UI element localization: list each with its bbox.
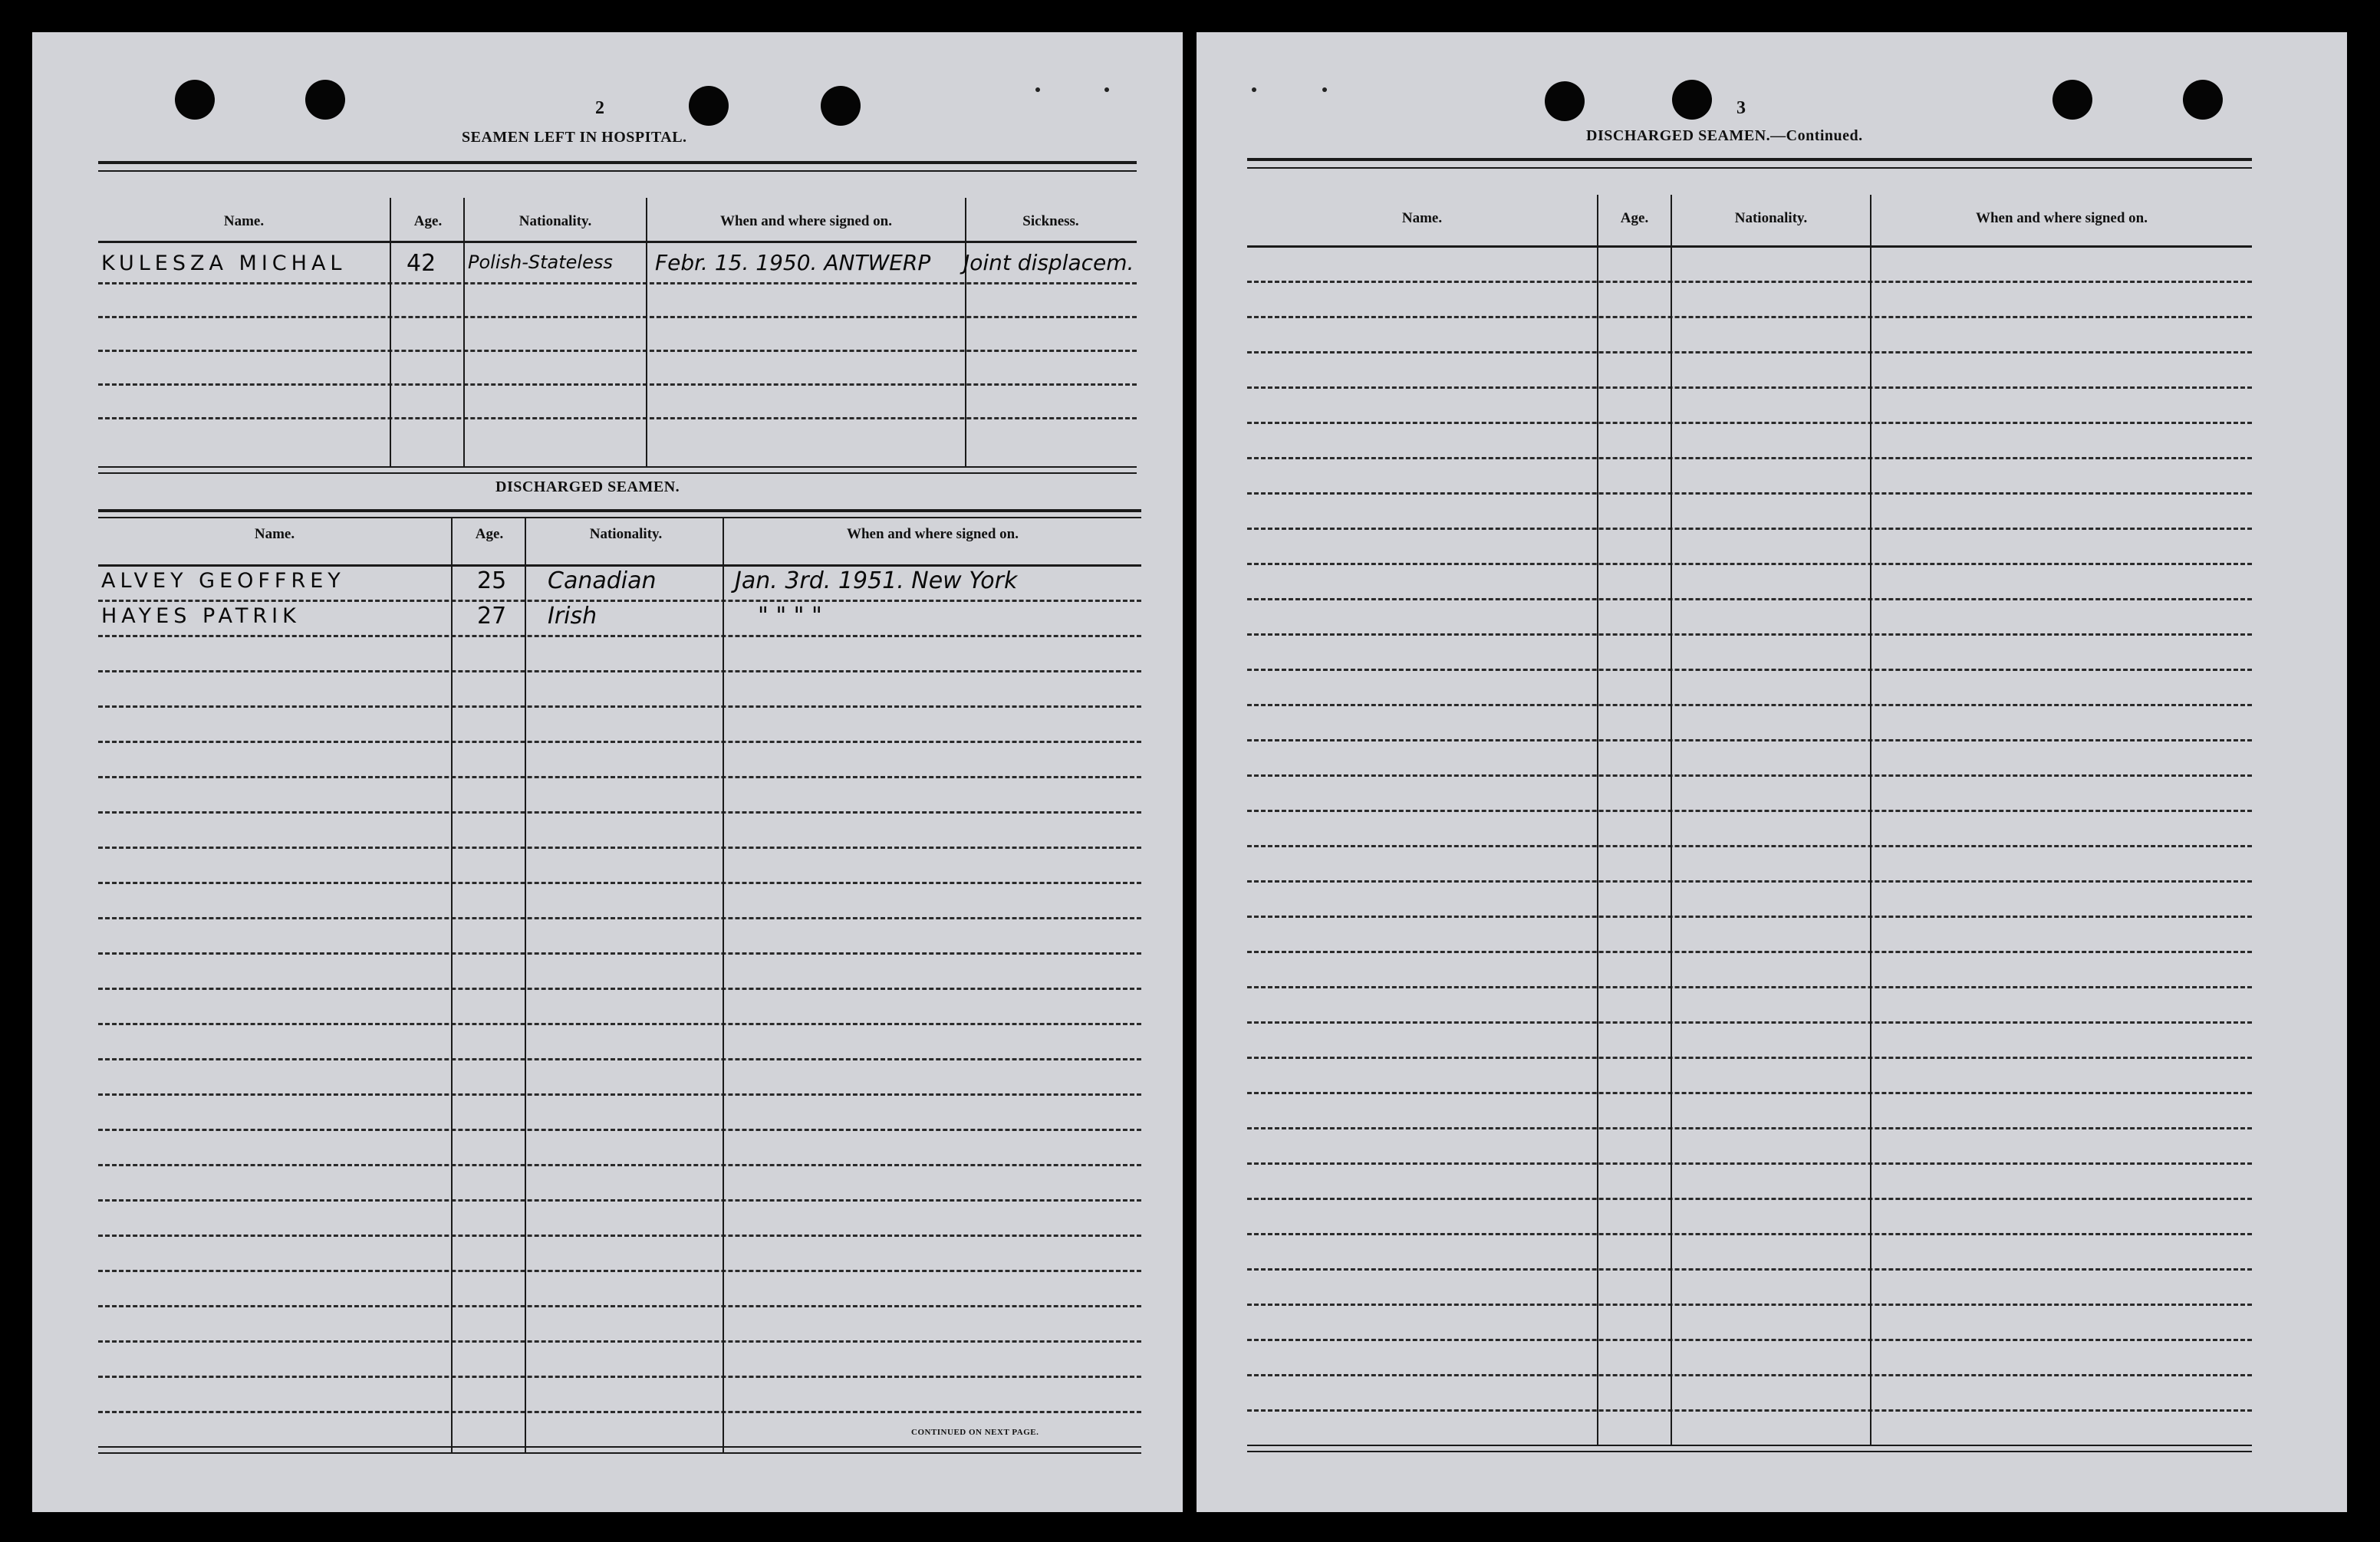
- seaman-nationality: Irish: [548, 603, 597, 630]
- seaman-nationality: Polish-Stateless: [468, 252, 613, 273]
- continued-note: CONTINUED ON NEXT PAGE.: [911, 1428, 1039, 1437]
- seaman-name: KULESZA MICHAL: [101, 252, 347, 275]
- punch-hole: [2052, 80, 2092, 120]
- column-header-sickness: Sickness.: [1022, 213, 1079, 229]
- seaman-name: ALVEY GEOFFREY: [101, 569, 345, 593]
- column-header-name: Name.: [1401, 210, 1443, 226]
- column-header-signed-on: When and where signed on.: [719, 213, 892, 229]
- punch-hole: [1545, 81, 1585, 121]
- page-number: 2: [595, 98, 604, 118]
- discharged-section-title: DISCHARGED SEAMEN.: [495, 478, 680, 495]
- speck: [1252, 87, 1256, 92]
- speck: [1035, 87, 1040, 92]
- right-page: [1197, 32, 2347, 1512]
- column-header-nationality: Nationality.: [1734, 210, 1808, 226]
- left-page: [32, 32, 1183, 1512]
- seaman-signed-on: Febr. 15. 1950. ANTWERP: [655, 250, 931, 275]
- discharged-continued-table: [1247, 158, 2252, 1461]
- seaman-nationality: Canadian: [548, 567, 657, 594]
- page-number: 3: [1736, 98, 1746, 118]
- seaman-age: 25: [477, 567, 507, 594]
- column-header-name: Name.: [254, 526, 295, 542]
- seaman-age: 42: [407, 250, 436, 277]
- column-header-name: Name.: [223, 213, 265, 229]
- punch-hole: [1672, 80, 1712, 120]
- discharged-table: [98, 509, 1141, 1460]
- speck: [1104, 87, 1109, 92]
- punch-hole: [2183, 80, 2223, 120]
- hospital-section-title: SEAMEN LEFT IN HOSPITAL.: [462, 129, 687, 146]
- seaman-signed-on: " " " ": [758, 603, 822, 630]
- punch-hole: [689, 86, 729, 126]
- column-header-nationality: Nationality.: [518, 213, 592, 229]
- punch-hole: [821, 86, 861, 126]
- seaman-sickness: Joint displacem.: [963, 250, 1134, 275]
- column-header-signed-on: When and where signed on.: [1975, 210, 2148, 226]
- discharged-continued-title: DISCHARGED SEAMEN.—Continued.: [1586, 127, 1863, 144]
- column-header-signed-on: When and where signed on.: [846, 526, 1019, 542]
- punch-hole: [175, 80, 215, 120]
- speck: [1322, 87, 1327, 92]
- column-header-age: Age.: [413, 213, 443, 229]
- seaman-name: HAYES PATRIK: [101, 604, 301, 628]
- column-header-nationality: Nationality.: [589, 526, 663, 542]
- seaman-age: 27: [477, 603, 507, 630]
- column-header-age: Age.: [1620, 210, 1649, 226]
- seaman-signed-on: Jan. 3rd. 1951. New York: [735, 567, 1018, 594]
- column-header-age: Age.: [475, 526, 504, 542]
- punch-hole: [305, 80, 345, 120]
- hospital-table: [98, 161, 1137, 475]
